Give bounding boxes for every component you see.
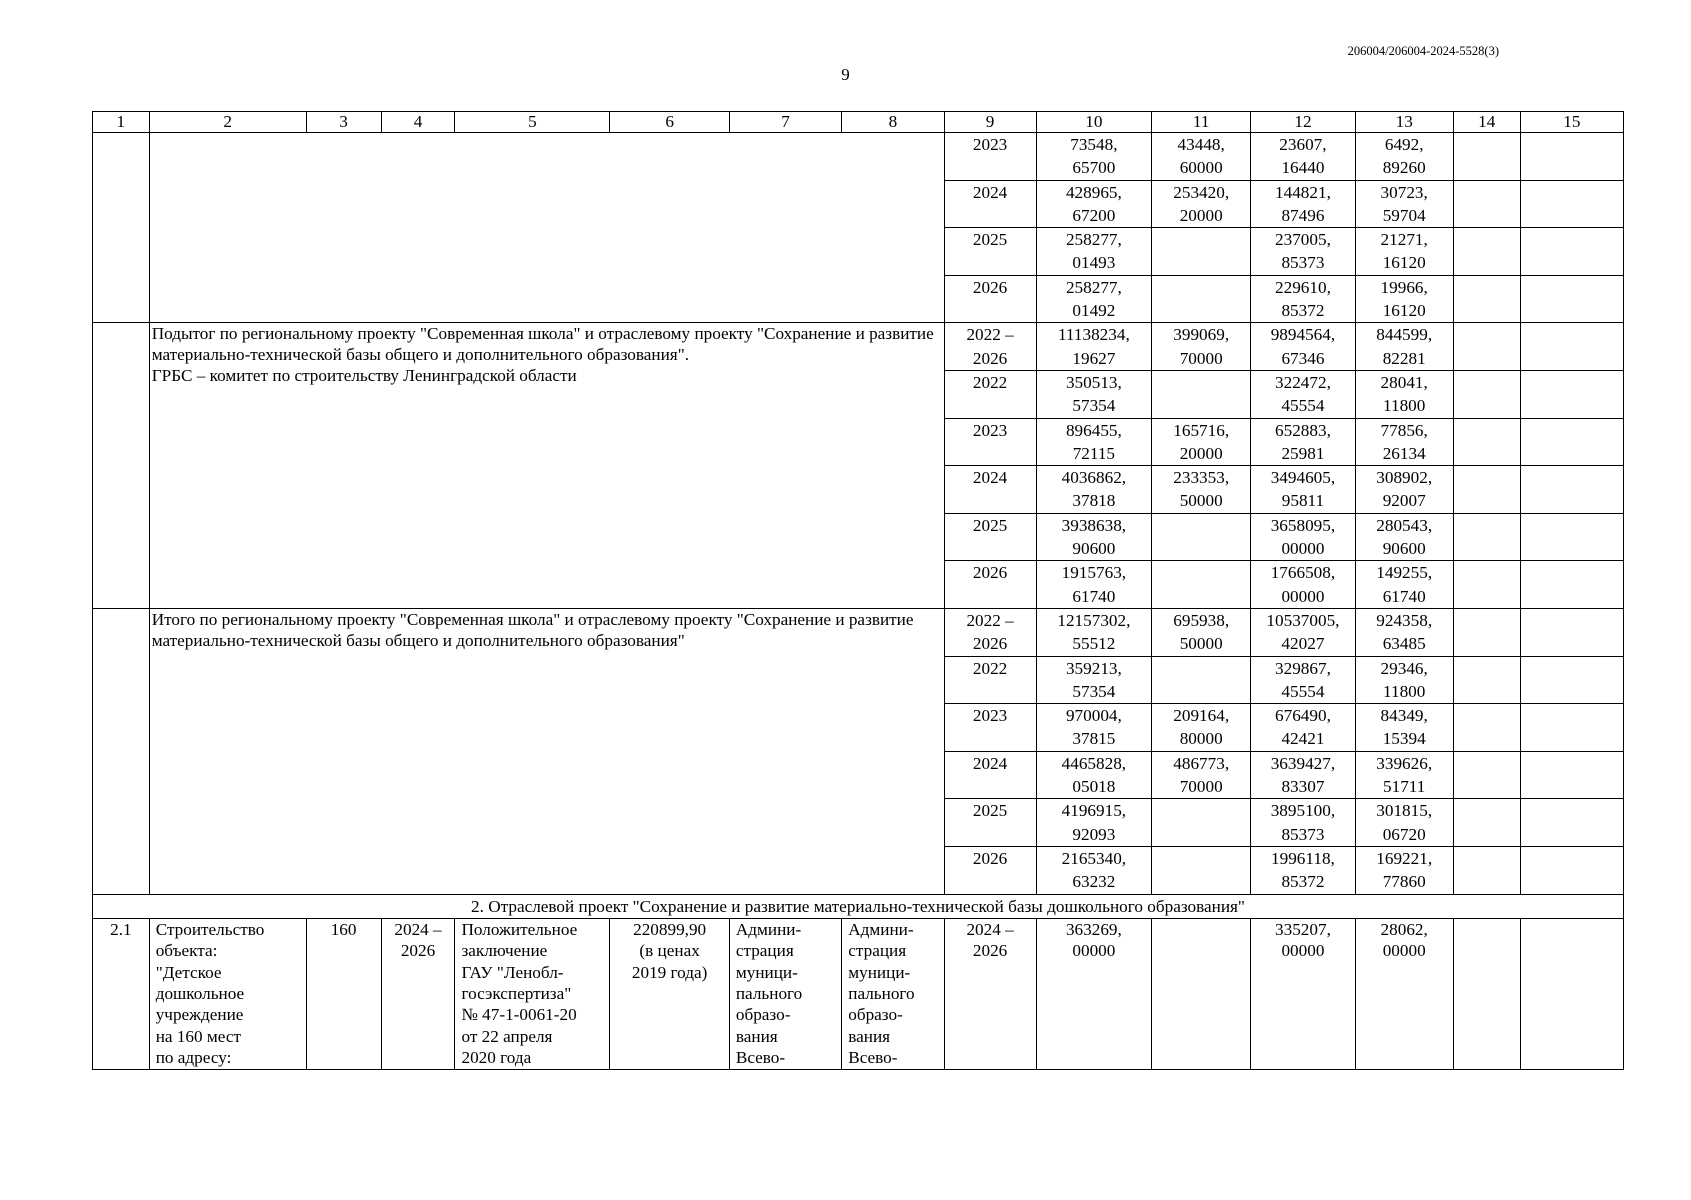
amount-cell	[1152, 799, 1251, 847]
empty-cell	[1453, 275, 1520, 323]
year-cell: 2022	[944, 656, 1036, 704]
amount-cell: 233353, 50000	[1152, 466, 1251, 514]
column-number-header: 7	[729, 112, 841, 133]
expertise-cell: Положительное заключение ГАУ "Ленобл- госэкспертиза" № 47-1-0061-20 от 22 апреля 2020 года	[455, 918, 610, 1069]
amount-cell: 339626, 51711	[1355, 751, 1453, 799]
amount-cell: 1766508, 00000	[1251, 561, 1355, 609]
amount-cell: 329867, 45554	[1251, 656, 1355, 704]
empty-cell	[1520, 918, 1623, 1069]
amount-cell: 335207, 00000	[1251, 918, 1355, 1069]
block-label: Итого по региональному проекту "Современная школа" и отраслевому проекту "Сохранение и развитие материально-технической базы общего и дополнительного образования"	[149, 608, 944, 894]
budget-table	[92, 111, 1624, 1070]
amount-cell: 29346, 11800	[1355, 656, 1453, 704]
empty-cell	[1453, 466, 1520, 514]
amount-cell: 301815, 06720	[1355, 799, 1453, 847]
developer-cell: Админи- страция муници- пального образо- вания Всево-	[842, 918, 944, 1069]
table-row	[93, 323, 1624, 371]
amount-cell: 924358, 63485	[1355, 608, 1453, 656]
amount-cell: 258277, 01492	[1036, 275, 1151, 323]
amount-cell: 12157302, 55512	[1036, 608, 1151, 656]
amount-cell: 19966, 16120	[1355, 275, 1453, 323]
amount-cell: 308902, 92007	[1355, 466, 1453, 514]
column-number-header: 10	[1036, 112, 1151, 133]
amount-cell: 209164, 80000	[1152, 704, 1251, 752]
year-cell: 2022	[944, 370, 1036, 418]
amount-cell: 11138234, 19627	[1036, 323, 1151, 371]
year-cell: 2023	[944, 418, 1036, 466]
amount-cell: 280543, 90600	[1355, 513, 1453, 561]
empty-cell	[1453, 418, 1520, 466]
amount-cell: 165716, 20000	[1152, 418, 1251, 466]
empty-cell	[1520, 656, 1623, 704]
column-number-header: 8	[842, 112, 944, 133]
empty-cell	[1453, 751, 1520, 799]
amount-cell: 428965, 67200	[1036, 180, 1151, 228]
customer-cell: Админи- страция муници- пального образо- вания Всево-	[729, 918, 841, 1069]
block-label: Подытог по региональному проекту "Современная школа" и отраслевому проекту "Сохранение и развитие материально-технической базы общего и дополнительного образования". ГРБС – комитет по строительству Ленинградской области	[149, 323, 944, 609]
amount-cell: 149255, 61740	[1355, 561, 1453, 609]
amount-cell: 23607, 16440	[1251, 133, 1355, 181]
amount-cell: 3658095, 00000	[1251, 513, 1355, 561]
amount-cell: 21271, 16120	[1355, 228, 1453, 276]
amount-cell	[1152, 228, 1251, 276]
year-cell: 2025	[944, 513, 1036, 561]
empty-cell	[1453, 323, 1520, 371]
amount-cell: 4196915, 92093	[1036, 799, 1151, 847]
amount-cell: 9894564, 67346	[1251, 323, 1355, 371]
empty-cell	[1453, 608, 1520, 656]
section-title: 2. Отраслевой проект "Сохранение и развитие материально-технической базы дошкольного образования"	[93, 894, 1624, 918]
amount-cell	[1152, 918, 1251, 1069]
year-cell: 2024 – 2026	[944, 918, 1036, 1069]
amount-cell: 169221, 77860	[1355, 846, 1453, 894]
empty-cell	[1453, 561, 1520, 609]
amount-cell: 3494605, 95811	[1251, 466, 1355, 514]
amount-cell: 10537005, 42027	[1251, 608, 1355, 656]
amount-cell: 30723, 59704	[1355, 180, 1453, 228]
empty-cell	[1453, 799, 1520, 847]
column-number-header: 12	[1251, 112, 1355, 133]
year-cell: 2025	[944, 228, 1036, 276]
column-number-header: 1	[93, 112, 150, 133]
empty-cell	[1453, 513, 1520, 561]
empty-cell	[1453, 133, 1520, 181]
amount-cell: 237005, 85373	[1251, 228, 1355, 276]
amount-cell	[1152, 561, 1251, 609]
year-cell: 2023	[944, 704, 1036, 752]
object-name-cell: Строительство объекта: "Детское дошкольное учреждение на 160 мест по адресу:	[149, 918, 306, 1069]
table-row	[93, 918, 1624, 1069]
amount-cell: 4465828, 05018	[1036, 751, 1151, 799]
amount-cell: 3938638, 90600	[1036, 513, 1151, 561]
amount-cell	[1152, 656, 1251, 704]
row-number-cell	[93, 608, 150, 894]
amount-cell: 84349, 15394	[1355, 704, 1453, 752]
cost-cell: 220899,90 (в ценах 2019 года)	[610, 918, 729, 1069]
empty-cell	[1520, 180, 1623, 228]
year-cell: 2022 – 2026	[944, 323, 1036, 371]
amount-cell: 3639427, 83307	[1251, 751, 1355, 799]
table-row	[93, 608, 1624, 656]
table-body	[93, 112, 1624, 1070]
empty-cell	[1520, 228, 1623, 276]
amount-cell: 695938, 50000	[1152, 608, 1251, 656]
amount-cell: 844599, 82281	[1355, 323, 1453, 371]
amount-cell	[1152, 846, 1251, 894]
column-number-header: 15	[1520, 112, 1623, 133]
empty-cell	[1453, 180, 1520, 228]
empty-cell	[1520, 323, 1623, 371]
empty-label-cell	[149, 133, 944, 323]
amount-cell: 144821, 87496	[1251, 180, 1355, 228]
empty-cell	[1520, 418, 1623, 466]
amount-cell: 28041, 11800	[1355, 370, 1453, 418]
amount-cell: 676490, 42421	[1251, 704, 1355, 752]
empty-cell	[1453, 656, 1520, 704]
year-cell: 2022 – 2026	[944, 608, 1036, 656]
period-cell: 2024 – 2026	[381, 918, 455, 1069]
amount-cell: 1915763, 61740	[1036, 561, 1151, 609]
empty-cell	[1453, 228, 1520, 276]
amount-cell: 4036862, 37818	[1036, 466, 1151, 514]
amount-cell: 652883, 25981	[1251, 418, 1355, 466]
amount-cell: 253420, 20000	[1152, 180, 1251, 228]
empty-cell	[1453, 846, 1520, 894]
empty-cell	[1520, 466, 1623, 514]
amount-cell	[1152, 275, 1251, 323]
section-title-row	[93, 894, 1624, 918]
amount-cell: 28062, 00000	[1355, 918, 1453, 1069]
year-cell: 2024	[944, 751, 1036, 799]
capacity-cell: 160	[306, 918, 381, 1069]
row-number-cell	[93, 323, 150, 609]
year-cell: 2025	[944, 799, 1036, 847]
year-cell: 2024	[944, 180, 1036, 228]
column-number-header: 9	[944, 112, 1036, 133]
column-number-header: 5	[455, 112, 610, 133]
amount-cell: 77856, 26134	[1355, 418, 1453, 466]
empty-cell	[1520, 704, 1623, 752]
empty-cell	[1520, 608, 1623, 656]
row-number-cell	[93, 133, 150, 323]
year-cell: 2026	[944, 275, 1036, 323]
amount-cell: 258277, 01493	[1036, 228, 1151, 276]
amount-cell: 73548, 65700	[1036, 133, 1151, 181]
empty-cell	[1520, 799, 1623, 847]
amount-cell: 1996118, 85372	[1251, 846, 1355, 894]
empty-cell	[1520, 275, 1623, 323]
amount-cell: 3895100, 85373	[1251, 799, 1355, 847]
column-number-header: 14	[1453, 112, 1520, 133]
year-cell: 2023	[944, 133, 1036, 181]
amount-cell: 6492, 89260	[1355, 133, 1453, 181]
row-number-cell: 2.1	[93, 918, 150, 1069]
empty-cell	[1520, 513, 1623, 561]
table-row	[93, 133, 1624, 181]
empty-cell	[1520, 846, 1623, 894]
empty-cell	[1520, 370, 1623, 418]
column-number-header: 6	[610, 112, 729, 133]
page-number: 9	[841, 65, 850, 84]
amount-cell: 229610, 85372	[1251, 275, 1355, 323]
amount-cell	[1152, 513, 1251, 561]
empty-cell	[1520, 751, 1623, 799]
year-cell: 2024	[944, 466, 1036, 514]
column-number-header: 4	[381, 112, 455, 133]
empty-cell	[1453, 370, 1520, 418]
column-number-header: 13	[1355, 112, 1453, 133]
header-row	[93, 112, 1624, 133]
empty-cell	[1453, 918, 1520, 1069]
amount-cell: 363269, 00000	[1036, 918, 1151, 1069]
empty-cell	[1520, 133, 1623, 181]
amount-cell: 399069, 70000	[1152, 323, 1251, 371]
amount-cell: 322472, 45554	[1251, 370, 1355, 418]
amount-cell	[1152, 370, 1251, 418]
empty-cell	[1520, 561, 1623, 609]
column-number-header: 3	[306, 112, 381, 133]
amount-cell: 970004, 37815	[1036, 704, 1151, 752]
document-number: 206004/206004-2024-5528(3)	[1347, 44, 1499, 58]
year-cell: 2026	[944, 561, 1036, 609]
amount-cell: 350513, 57354	[1036, 370, 1151, 418]
amount-cell: 43448, 60000	[1152, 133, 1251, 181]
column-number-header: 2	[149, 112, 306, 133]
amount-cell: 896455, 72115	[1036, 418, 1151, 466]
column-number-header: 11	[1152, 112, 1251, 133]
amount-cell: 2165340, 63232	[1036, 846, 1151, 894]
amount-cell: 486773, 70000	[1152, 751, 1251, 799]
year-cell: 2026	[944, 846, 1036, 894]
empty-cell	[1453, 704, 1520, 752]
amount-cell: 359213, 57354	[1036, 656, 1151, 704]
